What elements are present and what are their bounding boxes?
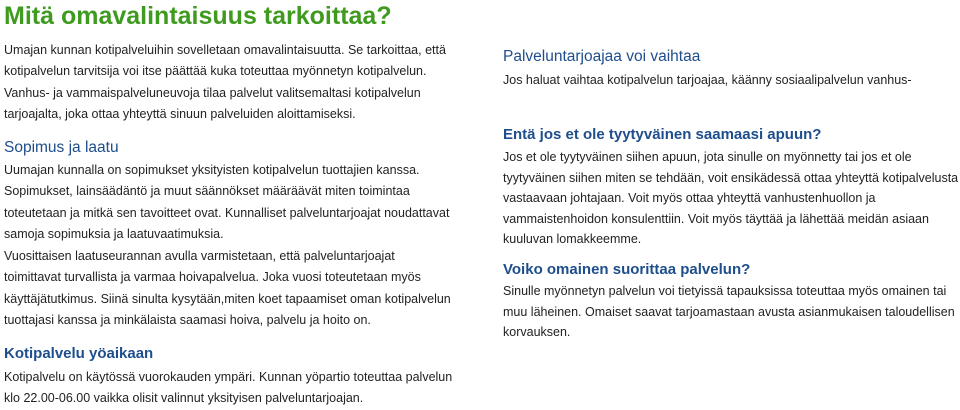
quality-paragraph: Uumajan kunnalla on sopimukset yksityisten kotipalvelun tuottajien kanssa. Sopimukset, lainsäädäntö ja muut säännökset määräävät miten toimintaa toteutetaan ja mitkä sen tavoitteet ovat. Kunnalliset palveluntarjoajat noudattavat samoja sopimuksia ja laatuvaatimuksia. xyxy=(4,163,450,241)
relative-paragraph: Sinulle myönnetyn palvelun voi tietyissä tapauksissa toteuttaa myös omainen tai muu läheinen. Omaiset saavat tarjoamastaan avusta asianmukaisen taloudellisen korvauksen. xyxy=(503,284,955,340)
intro-paragraph: Umajan kunnan kotipalveluihin sovelletaan omavalintaisuutta. Se tarkoittaa, että kotipalvelun tarvitsija voi itse päättää kuka toteuttaa myönnetyn kotipalvelun. Vanhus- ja vammaispalveluneuvoja tilaa palvelut valitsemaltasi kotipalvelun tarjoajalta, joka ottaa yhteyttä sinuun palveluiden aloittamiseksi. xyxy=(4,43,446,121)
unhappy-paragraph: Jos et ole tyytyväinen siihen apuun, jota sinulle on myönnetty tai jos et ole tyytyväinen siihen miten se tehdään, voit ensikädessä ottaa yhteyttä kotipalvelusta vastaavaan johtajaan. Voit myös ottaa yhteyttä vanhustenhuollon ja vammaistenhoidon konsulenttiin. Voit myös täyttää ja lähettää meidän asiaan kuuluvan lomakkeemme. xyxy=(503,150,959,247)
night-service-paragraph: Kotipalvelu on käytössä vuorokauden ympäri. Kunnan yöpartio toteuttaa palvelun klo 22.00-06.00 vaikka olisit valinnut yksityisen palveluntarjoajan. xyxy=(4,370,453,406)
relative-heading: Voiko omainen suorittaa palvelun? xyxy=(503,261,751,278)
quality-heading: Sopimus ja laatu xyxy=(4,139,119,156)
change-provider-heading: Palveluntarjoajaa voi vaihtaa xyxy=(503,48,701,65)
change-provider-paragraph: Jos haluat vaihtaa kotipalvelun tarjoajaa, käänny sosiaalipalvelun vanhus- xyxy=(503,73,912,87)
night-service-heading: Kotipalvelu yöaikaan xyxy=(4,345,154,362)
unhappy-heading: Entä jos et ole tyytyväinen saamaasi apuun? xyxy=(503,126,822,143)
monitoring-paragraph: Vuosittaisen laatuseurannan avulla varmistetaan, että palveluntarjoajat toimittavat turvallista ja varmaa hoivapalvelua. Joka vuosi toteutetaan myös käyttäjätutkimus. Siinä sinulta kysytään,miten koet tapaamiset oman kotipalvelun tuottajasi kanssa ja minkälaista saamasi hoiva, palvelu ja hoito on. xyxy=(4,249,451,327)
page-title: Mitä omavalintaisuus tarkoittaa? xyxy=(4,2,392,30)
